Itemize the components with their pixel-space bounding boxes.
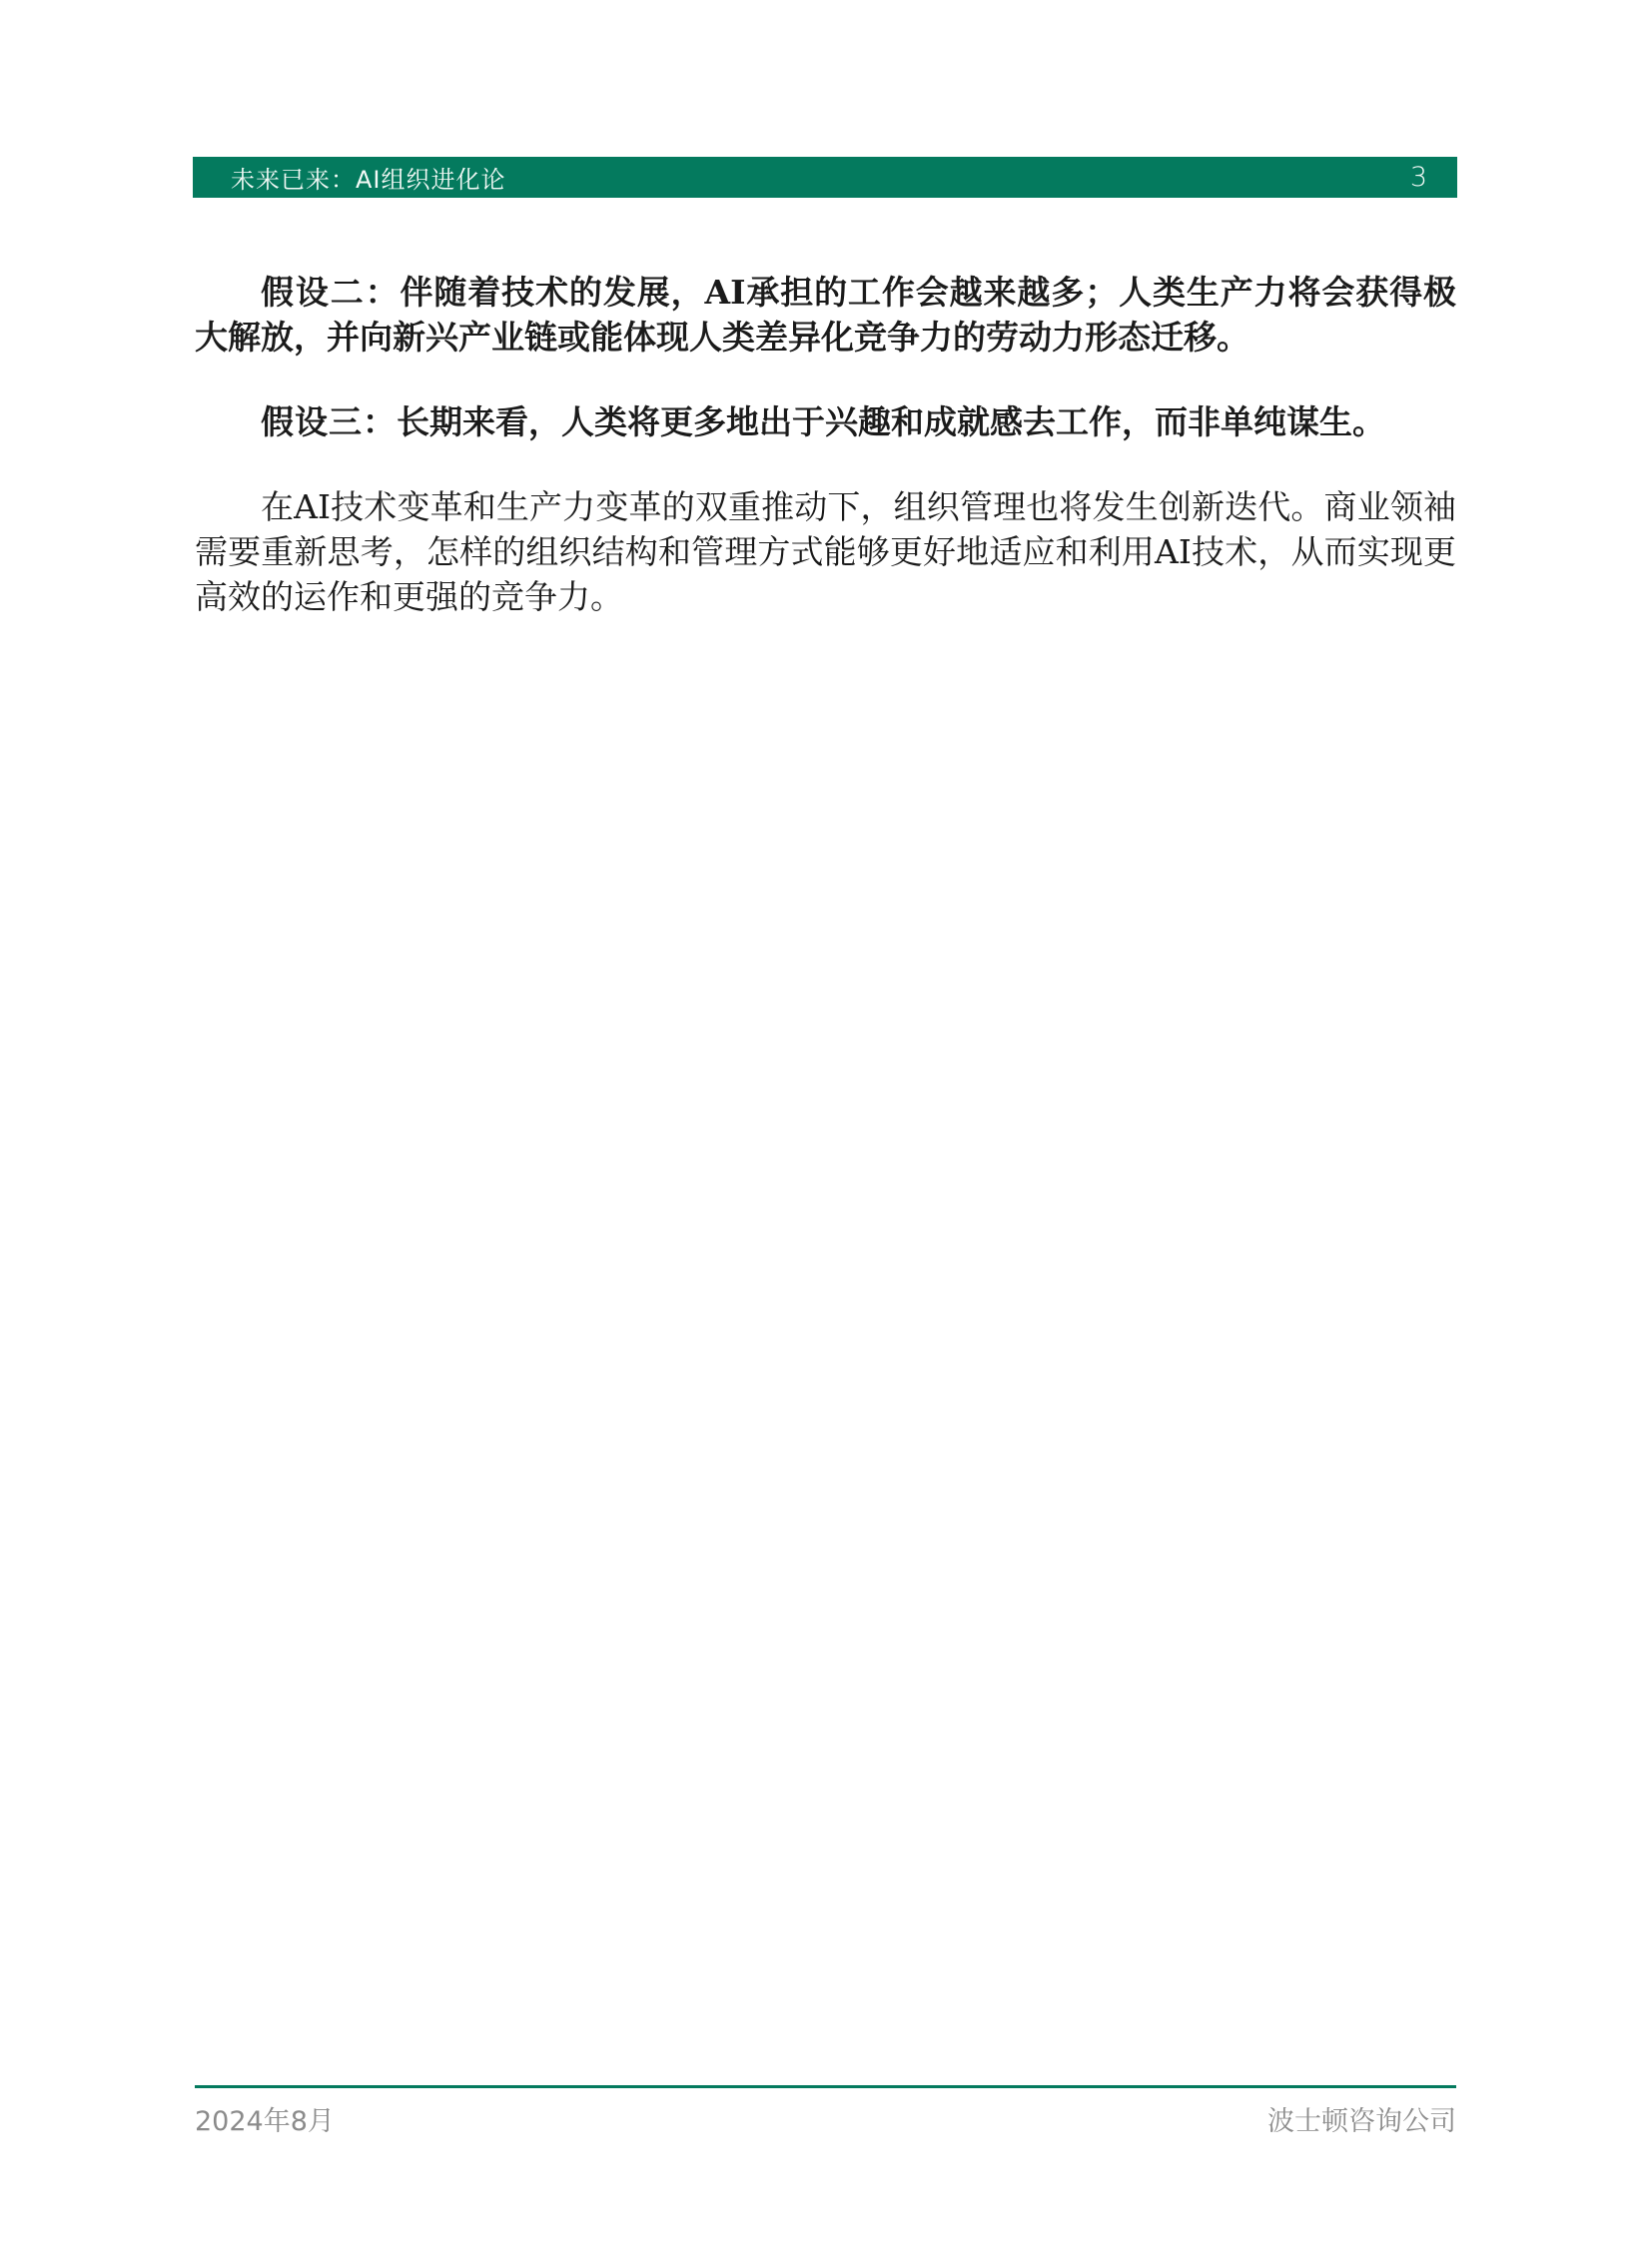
- body-text-column: [195, 270, 1456, 659]
- paragraph-label: 假设二：: [261, 273, 401, 312]
- paragraph-hypothesis-3: [195, 399, 1456, 444]
- page-header-bar: [193, 157, 1457, 198]
- paragraph-hypothesis-2: [195, 270, 1456, 360]
- footer-date: 2024年8月: [195, 2106, 335, 2137]
- document-title: 未来已来：AI组织进化论: [231, 166, 506, 194]
- paragraph-text: 在AI技术变革和生产力变革的双重推动下，组织管理也将发生创新迭代。商业领袖需要重新思考，怎样的组织结构和管理方式能够更好地适应和利用AI技术，从而实现更高效的运作和更强的竞争力。: [195, 487, 1456, 616]
- paragraph-closing: [195, 484, 1456, 619]
- page-number: 3: [1409, 162, 1427, 193]
- page-footer: [195, 2099, 1456, 2138]
- paragraph-label: 假设三：: [261, 402, 397, 441]
- footer-company: 波士顿咨询公司: [1267, 2106, 1456, 2137]
- paragraph-text: 伴随着技术的发展，AI承担的工作会越来越多；人类生产力将会获得极大解放，并向新兴产业链或能体现人类差异化竞争力的劳动力形态迁移。: [195, 273, 1457, 357]
- footer-divider-line: [195, 2085, 1456, 2088]
- paragraph-text: 长期来看，人类将更多地出于兴趣和成就感去工作，而非单纯谋生。: [397, 402, 1385, 441]
